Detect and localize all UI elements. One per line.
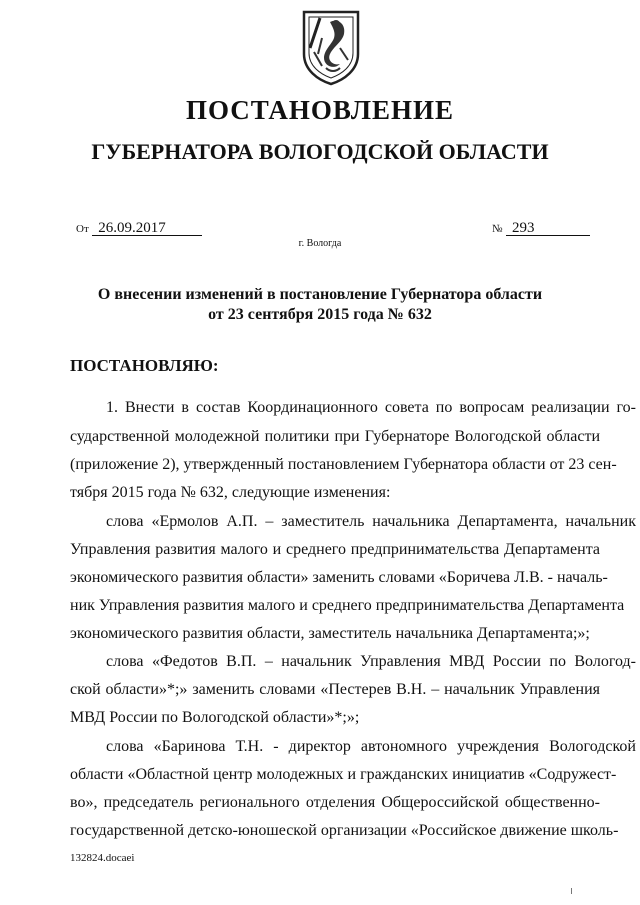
body-line: ской области»*;» заменить словами «Пестерев В.Н. – начальник Управления (70, 681, 600, 698)
document-title: ПОСТАНОВЛЕНИЕ (185, 95, 455, 125)
number-field (492, 221, 590, 237)
body-line: ник Управления развития малого и среднего предпринимательства Департамента (70, 597, 625, 614)
subject-line: от 23 сентября 2015 года № 632 (208, 306, 432, 323)
date-field (76, 221, 202, 237)
document-code: 132824.docaei (70, 852, 135, 864)
body-line: слова «Ермолов А.П. – заместитель начальника Департамента, начальник (106, 513, 636, 530)
scan-mark (571, 888, 572, 894)
number-prefix: № (492, 223, 503, 235)
body-line: МВД России по Вологодской области»*;»; (70, 709, 360, 726)
body-line: слова «Баринова Т.Н. - директор автономного учреждения Вологодской (106, 738, 636, 755)
body-line: слова «Федотов В.П. – начальник Управления МВД России по Вологод- (106, 653, 636, 670)
body-line: (приложение 2), утвержденный постановлением Губернатора области от 23 сен- (70, 456, 617, 473)
body-line: сударственной молодежной политики при Губернаторе Вологодской области (70, 428, 600, 445)
body-line: Управления развития малого и среднего предпринимательства Департамента (70, 541, 600, 558)
body-line: государственной детско-юношеской организации «Российское движение школь- (70, 822, 619, 839)
body-line: экономического развития области» заменить словами «Боричева Л.В. - началь- (70, 569, 608, 586)
document-subject (0, 285, 640, 325)
document-issuer: ГУБЕРНАТОРА ВОЛОГОДСКОЙ ОБЛАСТИ (91, 139, 549, 164)
body-line: во», председатель регионального отделения Общероссийской общественно- (70, 794, 600, 811)
number-value: 293 (506, 221, 590, 236)
body-line: области «Областной центр молодежных и гражданских инициатив «Содружест- (70, 766, 617, 783)
date-prefix: От (76, 223, 89, 235)
decree-label: ПОСТАНОВЛЯЮ: (70, 356, 219, 375)
subject-line: О внесении изменений в постановление Губернатора области (97, 286, 543, 303)
city-label: г. Вологда (298, 238, 342, 249)
date-value: 26.09.2017 (92, 221, 202, 236)
body-line: 1. Внести в состав Координационного совета по вопросам реализации го- (106, 399, 636, 416)
body-line: тября 2015 года № 632, следующие изменения: (70, 484, 391, 501)
coat-of-arms-icon (300, 8, 362, 86)
body-line: экономического развития области, заместитель начальника Департамента;»; (70, 625, 590, 642)
